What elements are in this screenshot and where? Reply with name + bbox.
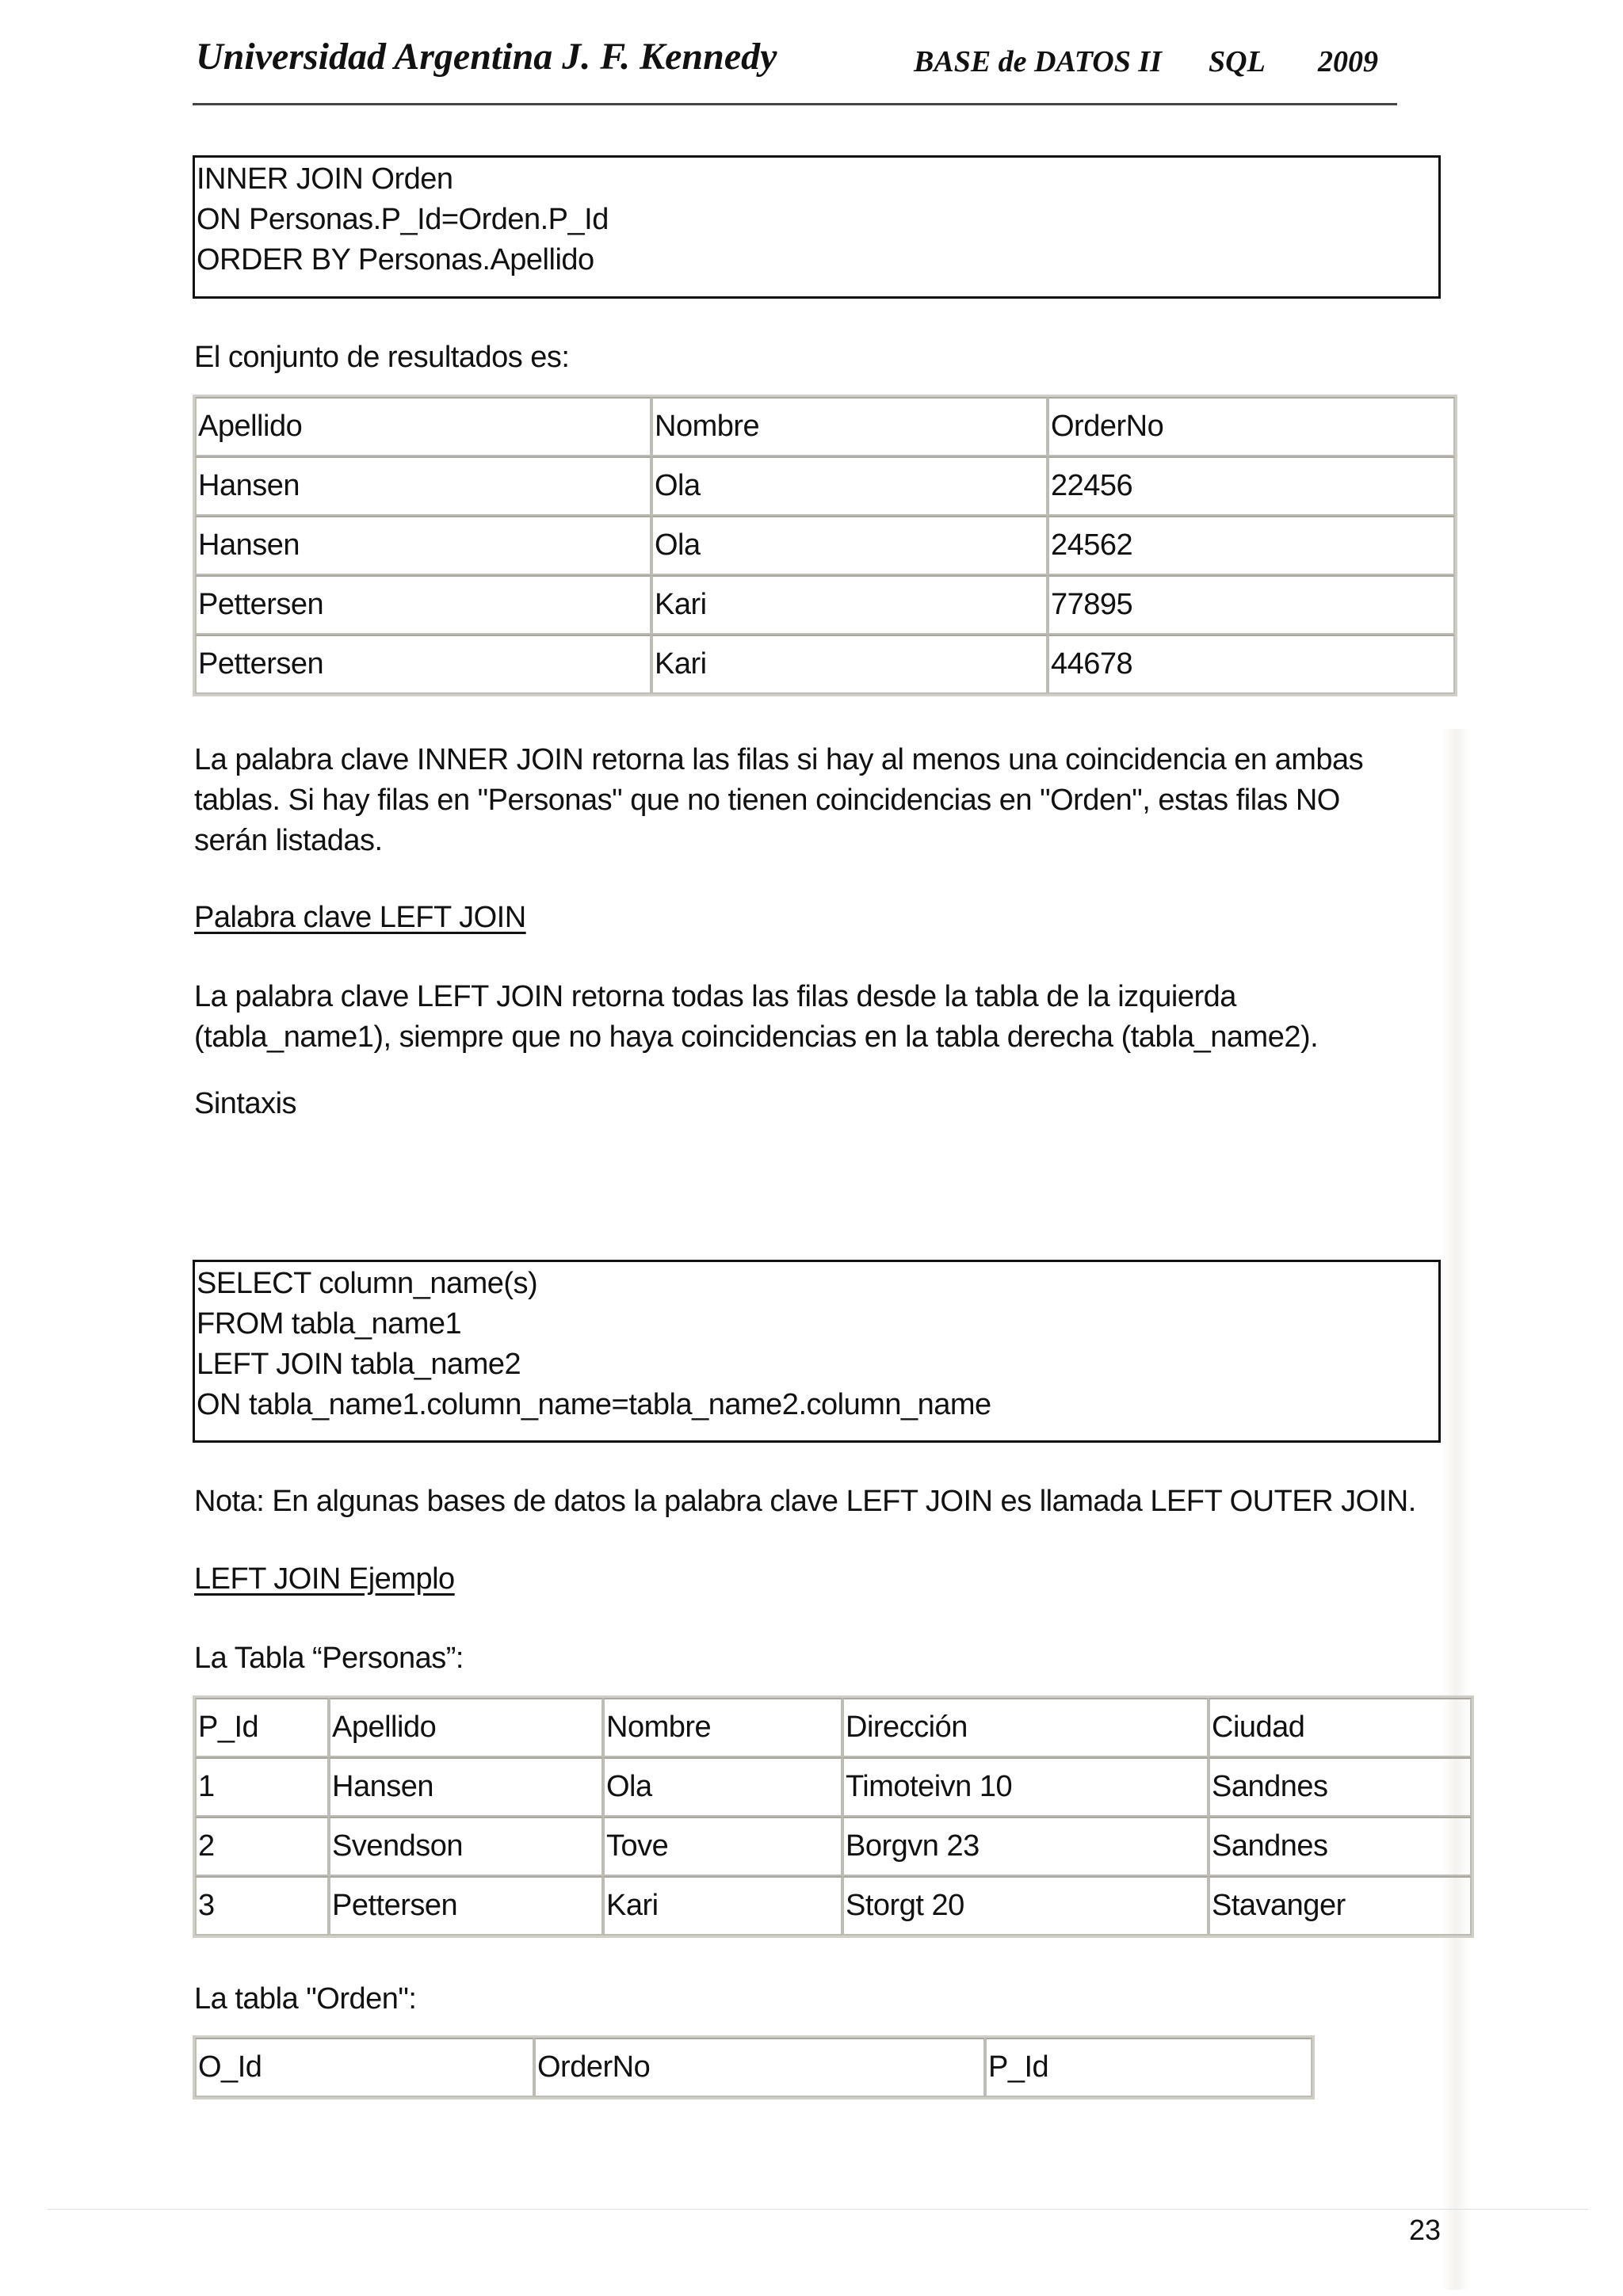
code-box-inner-join	[193, 155, 1441, 299]
table-header-cell: Apellido	[329, 1698, 603, 1757]
table-cell: Pettersen	[329, 1876, 603, 1936]
table-cell: Hansen	[329, 1757, 603, 1817]
table-cell: Hansen	[195, 516, 651, 575]
table-header-row	[195, 1698, 1472, 1757]
table-cell: Storgt 20	[842, 1876, 1209, 1936]
table-header-row	[195, 397, 1455, 456]
table-cell: Kari	[651, 575, 1048, 635]
paragraph-line: serán listadas.	[194, 824, 383, 857]
code-line: INNER JOIN Orden	[197, 162, 453, 196]
table-header-row	[195, 2038, 1312, 2097]
footer-divider	[48, 2209, 1588, 2210]
paragraph-line: (tabla_name1), siempre que no haya coincidencias en la tabla derecha (tabla_name2).	[194, 1020, 1319, 1054]
table-cell: Pettersen	[195, 575, 651, 635]
paragraph-line: La palabra clave LEFT JOIN retorna todas las filas desde la tabla de la izquierda	[194, 980, 1236, 1013]
table-cell: Kari	[651, 635, 1048, 694]
table-row	[195, 1876, 1472, 1936]
page-shading	[1442, 729, 1469, 2290]
table-header-cell: Dirección	[842, 1698, 1209, 1757]
table-header-cell: Ciudad	[1209, 1698, 1472, 1757]
code-box-left-join-syntax	[193, 1260, 1441, 1443]
table-cell: 22456	[1048, 456, 1455, 516]
table-row	[195, 456, 1455, 516]
code-line: ORDER BY Personas.Apellido	[197, 243, 594, 277]
paragraph-line: La palabra clave INNER JOIN retorna las filas si hay al menos una coincidencia en ambas	[194, 743, 1364, 776]
table-cell: Sandnes	[1209, 1817, 1472, 1876]
paragraph-line: tablas. Si hay filas en "Personas" que no tienen coincidencias en "Orden", estas filas NO	[194, 784, 1340, 817]
page-header	[193, 35, 1397, 105]
example-heading: LEFT JOIN Ejemplo	[194, 1562, 455, 1596]
table-row	[195, 575, 1455, 635]
table-header-cell: Apellido	[195, 397, 651, 456]
table-cell: 44678	[1048, 635, 1455, 694]
orden-table	[193, 2035, 1315, 2100]
course-name: BASE de DATOS II	[914, 45, 1162, 78]
table-row	[195, 1757, 1472, 1817]
table-cell: 1	[195, 1757, 329, 1817]
result-intro: El conjunto de resultados es:	[194, 341, 570, 374]
table-cell: Borgvn 23	[842, 1817, 1209, 1876]
table-header-cell: P_Id	[985, 2038, 1312, 2097]
table-cell: Svendson	[329, 1817, 603, 1876]
syntax-label: Sintaxis	[194, 1087, 297, 1120]
page-number: 23	[1409, 2214, 1442, 2246]
table-row	[195, 635, 1455, 694]
table-header-cell: Nombre	[603, 1698, 842, 1757]
left-join-explanation	[194, 977, 1318, 1058]
table-cell: Ola	[651, 456, 1048, 516]
table-header-cell: P_Id	[195, 1698, 329, 1757]
table-cell: Tove	[603, 1817, 842, 1876]
university-name: Universidad Argentina J. F. Kennedy	[196, 36, 777, 78]
code-line: ON Personas.P_Id=Orden.P_Id	[197, 203, 609, 236]
table-header-cell: OrderNo	[1048, 397, 1455, 456]
table-cell: 2	[195, 1817, 329, 1876]
table-cell: Kari	[603, 1876, 842, 1936]
table-cell: Sandnes	[1209, 1757, 1472, 1817]
personas-table	[193, 1695, 1474, 1938]
table-cell: Timoteivn 10	[842, 1757, 1209, 1817]
table-cell: Ola	[603, 1757, 842, 1817]
left-join-note: Nota: En algunas bases de datos la palabra clave LEFT JOIN es llamada LEFT OUTER JOIN.	[194, 1485, 1416, 1518]
table-header-cell: O_Id	[195, 2038, 534, 2097]
table-cell: 77895	[1048, 575, 1455, 635]
code-line: FROM tabla_name1	[197, 1307, 462, 1341]
code-line: LEFT JOIN tabla_name2	[197, 1348, 521, 1381]
table-header-cell: Nombre	[651, 397, 1048, 456]
table-cell: Stavanger	[1209, 1876, 1472, 1936]
table-cell: 24562	[1048, 516, 1455, 575]
table-cell: Ola	[651, 516, 1048, 575]
orden-label: La tabla "Orden":	[194, 1982, 417, 2016]
table-cell: Pettersen	[195, 635, 651, 694]
header-year: 2009	[1318, 45, 1378, 78]
table-row	[195, 1817, 1472, 1876]
result-table	[193, 395, 1457, 696]
left-join-heading: Palabra clave LEFT JOIN	[194, 901, 526, 934]
table-row	[195, 516, 1455, 575]
topic-name: SQL	[1209, 45, 1266, 78]
code-line: SELECT column_name(s)	[197, 1267, 538, 1300]
code-line: ON tabla_name1.column_name=tabla_name2.column_name	[197, 1388, 991, 1421]
inner-join-explanation	[194, 740, 1363, 861]
table-header-cell: OrderNo	[534, 2038, 985, 2097]
table-cell: 3	[195, 1876, 329, 1936]
personas-label: La Tabla “Personas”:	[194, 1642, 464, 1675]
table-cell: Hansen	[195, 456, 651, 516]
